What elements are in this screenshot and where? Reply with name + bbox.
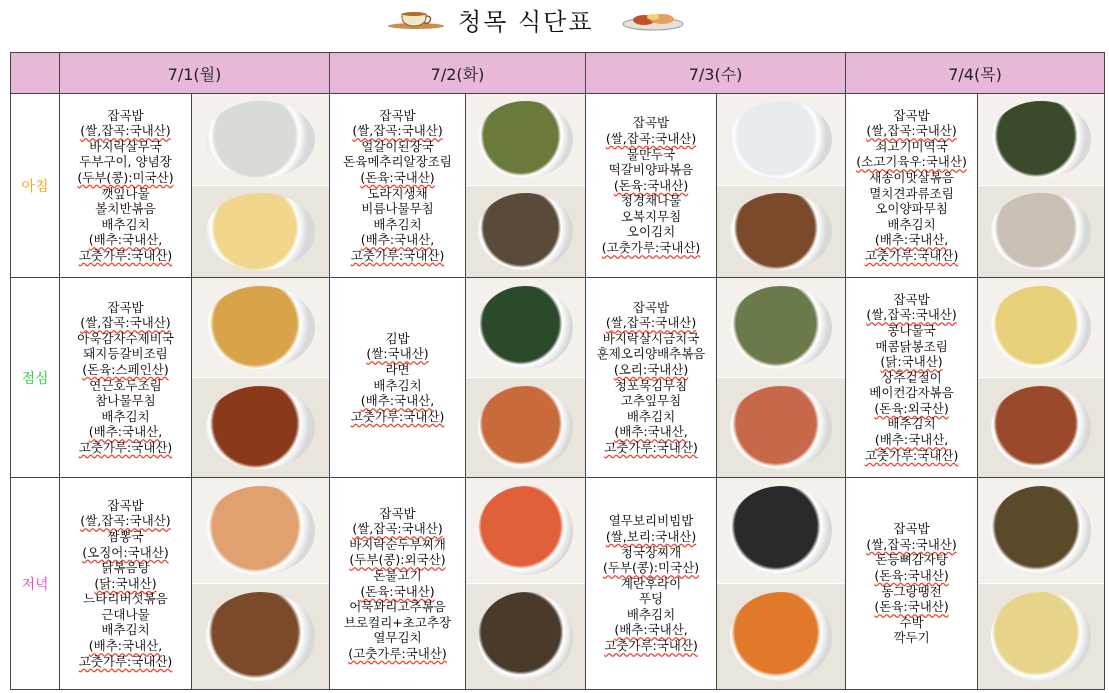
dish-shape — [730, 592, 832, 680]
menu-item: (쌀,잡곡:국내산) — [866, 123, 957, 139]
menu-item: 고춧가루:국내산) — [864, 447, 959, 463]
menu-item: (쌀,잡곡:국내산) — [80, 315, 171, 331]
menu-item: 계란후라이 — [620, 575, 682, 591]
menu-item: 푸딩 — [638, 591, 664, 607]
dish-shape — [478, 101, 573, 177]
dish-shape — [730, 101, 832, 177]
meal-plan-table — [10, 52, 1105, 690]
menu-cell — [846, 94, 978, 278]
photo-stack — [466, 278, 585, 477]
menu-item: (쌀,잡곡:국내산) — [352, 123, 443, 139]
menu-item: (오리:국내산) — [613, 361, 689, 377]
menu-cell — [586, 278, 717, 478]
menu-item: 콩나물국 — [887, 322, 936, 338]
photo-cell — [466, 94, 586, 278]
food-plate-icon — [622, 8, 684, 32]
meal-rows — [11, 94, 1105, 690]
menu-item: (돈육:외국산) — [874, 400, 949, 416]
dish-shape — [991, 193, 1092, 269]
menu-item: 열무김치 — [373, 630, 422, 646]
menu-item: 오복지무침 — [620, 208, 682, 224]
braised-eggs-photo — [466, 186, 585, 277]
menu-item: 잡곡밥 — [893, 107, 930, 123]
menu-item: 잡곡밥 — [632, 115, 670, 131]
photo-cell — [192, 94, 330, 278]
meal-row-breakfast — [11, 94, 1105, 278]
meal-label: 저녁 — [11, 478, 60, 690]
dish-shape — [478, 486, 573, 574]
dumpling-soup-bowl-photo — [717, 94, 845, 186]
menu-item: 열무보리비빔밥 — [608, 513, 694, 529]
dish-shape — [206, 101, 316, 177]
meal-row-lunch — [11, 278, 1105, 478]
photo-stack — [717, 278, 845, 477]
menu-item: 배추김치 — [101, 622, 150, 638]
menu-item: 고추잎무침 — [620, 393, 682, 409]
menu-item: 짬뽕국 — [107, 528, 144, 544]
menu-item: 배추김치 — [626, 408, 676, 424]
spinach-clam-soup-photo — [717, 278, 845, 378]
menu-item: 청국장찌개 — [620, 544, 682, 560]
menu-item: 바지락순두부찌개 — [349, 536, 446, 552]
menu-item: 참나물무침 — [95, 393, 156, 409]
menu-item: 훈제오리양배추볶음 — [596, 346, 706, 362]
menu-item: (쌀,잡곡:국내산) — [80, 513, 171, 529]
dish-shape — [206, 592, 316, 680]
menu-item: 새송이맛살볶음 — [869, 169, 954, 185]
bean-sprout-soup-photo — [978, 278, 1104, 378]
photo-stack — [717, 94, 845, 277]
header-corner — [11, 53, 60, 94]
menu-item: 깻잎나물 — [101, 185, 150, 201]
menu-item: 잡곡밥 — [107, 107, 144, 123]
menu-item: (돈육:국내산) — [874, 567, 949, 583]
menu-item: (배추:국내산, — [88, 638, 163, 654]
menu-item: 두부구이, 양념장 — [79, 154, 172, 170]
day-header: 7/1(월) — [60, 53, 330, 94]
photo-stack — [466, 94, 585, 277]
bibimbap-bowl-photo — [717, 478, 845, 584]
day-header: 7/2(화) — [330, 53, 586, 94]
header-row — [11, 53, 1105, 94]
menu-item: 배추김치 — [101, 216, 150, 232]
photo-cell — [717, 278, 846, 478]
egg-roll-omelet-photo — [192, 186, 329, 277]
dish-shape — [991, 286, 1092, 369]
dish-shape — [991, 592, 1092, 680]
menu-item: 비름나물무침 — [361, 201, 434, 217]
day-header: 7/4(목) — [846, 53, 1105, 94]
day-header: 7/3(수) — [586, 53, 846, 94]
dish-shape — [478, 193, 573, 269]
menu-item: 잡곡밥 — [379, 107, 416, 123]
menu-item: (쌀,잡곡:국내산) — [605, 130, 697, 146]
menu-item: 쇠고기미역국 — [875, 138, 948, 154]
menu-cell — [586, 478, 717, 690]
photo-cell — [192, 478, 330, 690]
menu-item: (소고기육우:국내산) — [856, 154, 967, 170]
menu-item: 잡곡밥 — [107, 497, 144, 513]
menu-item: 도라지생채 — [367, 185, 428, 201]
ramen-bowl-photo — [466, 378, 585, 477]
dish-shape — [730, 386, 832, 469]
meat-pancakes-photo — [978, 584, 1104, 689]
dish-shape — [730, 286, 832, 369]
photo-stack — [717, 478, 845, 689]
menu-item: (돈육:국내산) — [613, 177, 689, 193]
menu-item: 돈육메추리알장조림 — [343, 154, 452, 170]
menu-item: 닭볶음탕 — [101, 560, 150, 576]
menu-item: (닭:국내산) — [880, 354, 943, 370]
menu-item: 잡곡밥 — [893, 291, 930, 307]
photo-stack — [978, 278, 1104, 477]
menu-item: 상추겉절이 — [881, 369, 942, 385]
smoked-duck-stir-fry-photo — [717, 378, 845, 477]
page-title: 청목 식단표 — [458, 8, 594, 36]
menu-item: 고춧가루:국내산) — [350, 247, 445, 263]
menu-item: 잡곡밥 — [632, 299, 670, 315]
menu-item: (배추:국내산, — [614, 622, 688, 638]
menu-item: 물만두국 — [626, 146, 676, 162]
menu-item: (두부(콩):미국산) — [602, 560, 700, 576]
menu-item: (두부(콩):미국산) — [77, 169, 174, 185]
dish-shape — [206, 193, 316, 269]
menu-item: 고춧가루:국내산) — [78, 653, 173, 669]
menu-item: 고춧가루:국내산) — [78, 247, 173, 263]
kimbap-rolls-photo — [466, 278, 585, 378]
menu-item: 고춧가루:국내산) — [78, 439, 173, 455]
menu-item: (배추:국내산, — [360, 232, 435, 248]
menu-item: (고춧가루:국내산) — [348, 645, 447, 661]
photo-cell — [717, 478, 846, 690]
menu-item: 연근호두조림 — [89, 377, 162, 393]
menu-item: 잡곡밥 — [379, 505, 416, 521]
soft-tofu-stew-photo — [466, 478, 585, 584]
cheonggukjang-stew-photo — [717, 584, 845, 689]
jjamppong-noodles-photo — [192, 478, 329, 584]
menu-item: 브로컬리+초고추장 — [343, 614, 452, 630]
menu-item: (돈육:국내산) — [360, 169, 435, 185]
dish-shape — [991, 101, 1092, 177]
menu-item: (닭:국내산) — [94, 575, 157, 591]
seafood-soup-bowl-photo — [192, 94, 329, 186]
menu-item: (배추:국내산, — [88, 424, 163, 440]
photo-cell — [978, 478, 1105, 690]
dish-shape — [206, 486, 316, 574]
menu-item: 볼치반볶음 — [95, 201, 156, 217]
menu-item: 배추김치 — [101, 408, 150, 424]
menu-item: 청포묵김무침 — [614, 377, 688, 393]
menu-item: (배추:국내산, — [88, 232, 163, 248]
dish-shape — [478, 286, 573, 369]
photo-stack — [466, 478, 585, 689]
meal-label: 아침 — [11, 94, 60, 278]
menu-item: 김밥 — [385, 330, 410, 346]
dish-shape — [478, 592, 573, 680]
menu-item: 동그랑땡전 — [881, 583, 942, 599]
menu-cell — [846, 478, 978, 690]
photo-cell — [466, 478, 586, 690]
menu-cell — [60, 278, 192, 478]
dish-shape — [206, 286, 316, 369]
menu-cell — [586, 94, 717, 278]
photo-stack — [192, 278, 329, 477]
menu-item: (배추:국내산, — [614, 424, 688, 440]
menu-item: (돈육:국내산) — [360, 583, 435, 599]
menu-item: 베이컨감자볶음 — [869, 385, 954, 401]
sujebi-soup-bowl-photo — [192, 278, 329, 378]
doenjang-soup-bowl-photo — [466, 94, 585, 186]
menu-item: (고춧가루:국내산) — [601, 240, 701, 256]
menu-item: 어묵꽈리고추볶음 — [349, 599, 446, 615]
menu-item: 잡곡밥 — [107, 299, 144, 315]
menu-item: 바지락살무국 — [89, 138, 162, 154]
braised-chicken-photo — [192, 584, 329, 689]
menu-item: 느타리버섯볶음 — [83, 591, 168, 607]
menu-item: 얼갈이된장국 — [361, 138, 434, 154]
photo-cell — [192, 278, 330, 478]
menu-item: 돈불고기 — [373, 567, 422, 583]
menu-item: (두부(콩):외국산) — [349, 552, 446, 568]
dish-shape — [478, 386, 573, 469]
menu-item: (쌀:국내산) — [366, 346, 429, 362]
menu-item: (쌀,보리:국내산) — [605, 528, 697, 544]
menu-item: (쌀,잡곡:국내산) — [605, 315, 697, 331]
meal-row-dinner — [11, 478, 1105, 690]
menu-item: (쌀,잡곡:국내산) — [352, 521, 443, 537]
menu-cell — [330, 278, 466, 478]
photo-stack — [978, 478, 1104, 689]
menu-item: (배추:국내산, — [874, 232, 949, 248]
menu-cell — [60, 94, 192, 278]
menu-item: (오징어:국내산) — [82, 544, 169, 560]
menu-item: 고춧가루:국내산) — [350, 408, 445, 424]
menu-item: 돈등뼈감자탕 — [875, 552, 948, 568]
braised-chicken-wings-photo — [978, 378, 1104, 477]
mushroom-stir-fry-photo — [978, 186, 1104, 277]
menu-item: 바지락살시금치국 — [602, 330, 700, 346]
menu-item: 수박 — [899, 614, 924, 630]
menu-item: 근대나물 — [101, 606, 150, 622]
menu-item: 고춧가루:국내산) — [604, 638, 698, 654]
menu-item: 멸치견과류조림 — [869, 185, 954, 201]
pork-bulgogi-photo — [466, 584, 585, 689]
menu-item: 배추김치 — [887, 416, 936, 432]
menu-item: 고춧가루:국내산) — [604, 439, 698, 455]
menu-cell — [330, 94, 466, 278]
menu-item: (쌀,잡곡:국내산) — [80, 123, 171, 139]
braised-ribs-photo — [192, 378, 329, 477]
pork-bone-stew-photo — [978, 478, 1104, 584]
menu-cell — [60, 478, 192, 690]
title-bar — [0, 0, 1109, 44]
menu-cell — [846, 278, 978, 478]
photo-cell — [978, 94, 1105, 278]
menu-item: 오이김치 — [626, 224, 676, 240]
menu-item: 배추김치 — [626, 606, 676, 622]
menu-cell — [330, 478, 466, 690]
photo-stack — [192, 94, 329, 277]
menu-item: 아욱감자수제비국 — [77, 330, 174, 346]
menu-item: 돼지등갈비조림 — [83, 346, 168, 362]
menu-item: 오이양파무침 — [875, 201, 948, 217]
photo-cell — [978, 278, 1105, 478]
stir-fried-meat-peppers-photo — [717, 186, 845, 277]
seaweed-beef-soup-bowl-photo — [978, 94, 1104, 186]
dish-shape — [730, 486, 832, 574]
meal-label: 점심 — [11, 278, 60, 478]
teacup-icon — [386, 8, 446, 30]
menu-item: 라면 — [385, 361, 410, 377]
menu-item: 떡갈비양파볶음 — [608, 162, 694, 178]
menu-item: 배추김치 — [373, 377, 422, 393]
dish-shape — [206, 386, 316, 469]
menu-item: (배추:국내산, — [874, 432, 949, 448]
menu-item: 배추김치 — [887, 216, 936, 232]
menu-item: (쌀,잡곡:국내산) — [866, 536, 957, 552]
photo-cell — [466, 278, 586, 478]
menu-item: (돈육:스페인산) — [82, 361, 169, 377]
menu-item: (돈육:국내산) — [874, 599, 949, 615]
menu-item: 배추김치 — [373, 216, 422, 232]
menu-item: 청경채나물 — [620, 193, 682, 209]
photo-stack — [192, 478, 329, 689]
menu-item: 잡곡밥 — [893, 521, 930, 537]
photo-stack — [978, 94, 1104, 277]
menu-item: 깍두기 — [893, 630, 930, 646]
menu-item: 매콤닭봉조림 — [875, 338, 948, 354]
menu-item: (쌀,잡곡:국내산) — [866, 307, 957, 323]
menu-item: 고춧가루:국내산) — [864, 247, 959, 263]
dish-shape — [991, 386, 1092, 469]
dish-shape — [991, 486, 1092, 574]
menu-item: (배추:국내산, — [360, 393, 435, 409]
dish-shape — [730, 193, 832, 269]
photo-cell — [717, 94, 846, 278]
